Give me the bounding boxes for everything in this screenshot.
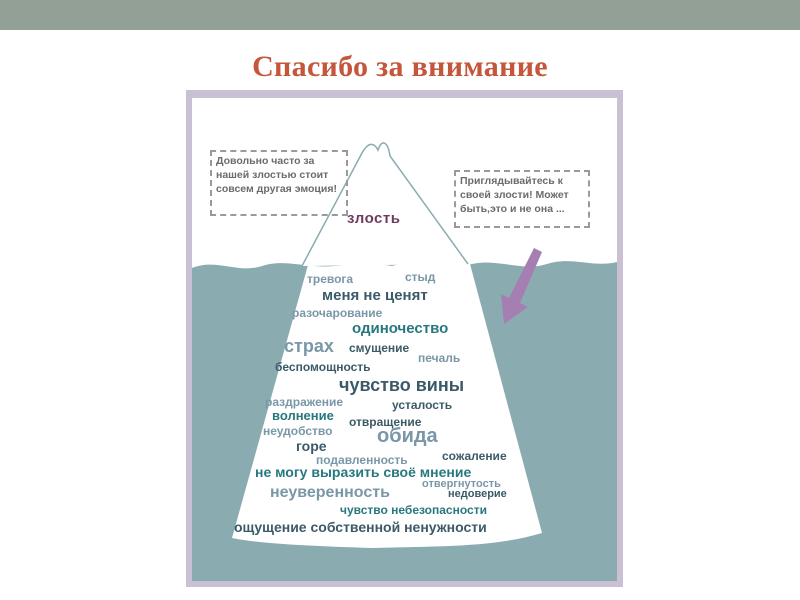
- word-chuvstvo-viny: чувство вины: [339, 375, 465, 395]
- word-oshchushchenie: ощущение собственной ненужности: [234, 519, 487, 535]
- slide-title: Спасибо за внимание: [252, 50, 548, 83]
- word-trevoga: тревога: [307, 272, 354, 286]
- word-ustalost: усталость: [392, 398, 453, 412]
- word-odinochestvo: одиночество: [352, 320, 449, 337]
- word-styd: стыд: [405, 270, 436, 284]
- iceberg-illustration: [192, 98, 617, 581]
- word-otvergnutost: отвергнутость: [422, 478, 501, 490]
- word-ne-mogu: не могу выразить своё мнение: [255, 464, 472, 480]
- word-smushchenie: смущение: [349, 341, 410, 355]
- word-chuvstvo-nebezopasnosti: чувство небезопасности: [340, 503, 487, 517]
- note-left: Довольно часто за нашей злостью стоит совсем другая эмоция!: [210, 150, 348, 216]
- note-right: Приглядывайтесь к своей злости! Может быть,это и не она ...: [454, 170, 590, 228]
- word-gore: горе: [296, 438, 327, 454]
- word-neuverennost: неуверенность: [270, 484, 390, 501]
- word-strakh: страх: [284, 336, 334, 356]
- top-bar: [0, 0, 800, 30]
- word-bespomoshchnost: беспомощность: [275, 360, 371, 374]
- word-otvrashchenie: отвращение: [349, 415, 422, 429]
- word-podavlennost: подавленность: [316, 453, 408, 467]
- word-sozhalenie: сожаление: [442, 449, 507, 463]
- word-volnenie: волнение: [272, 408, 334, 423]
- word-razdrazhenie: раздражение: [265, 395, 344, 409]
- word-menya-ne-tsenyat: меня не ценят: [322, 287, 428, 304]
- word-neudobstvo: неудобство: [263, 424, 333, 438]
- word-razocharovanie: разочарование: [292, 306, 383, 320]
- word-obida: обида: [377, 425, 438, 447]
- word-pechal: печаль: [418, 351, 461, 365]
- tip-word: злость: [347, 210, 401, 227]
- word-nedoverie: недоверие: [448, 488, 507, 500]
